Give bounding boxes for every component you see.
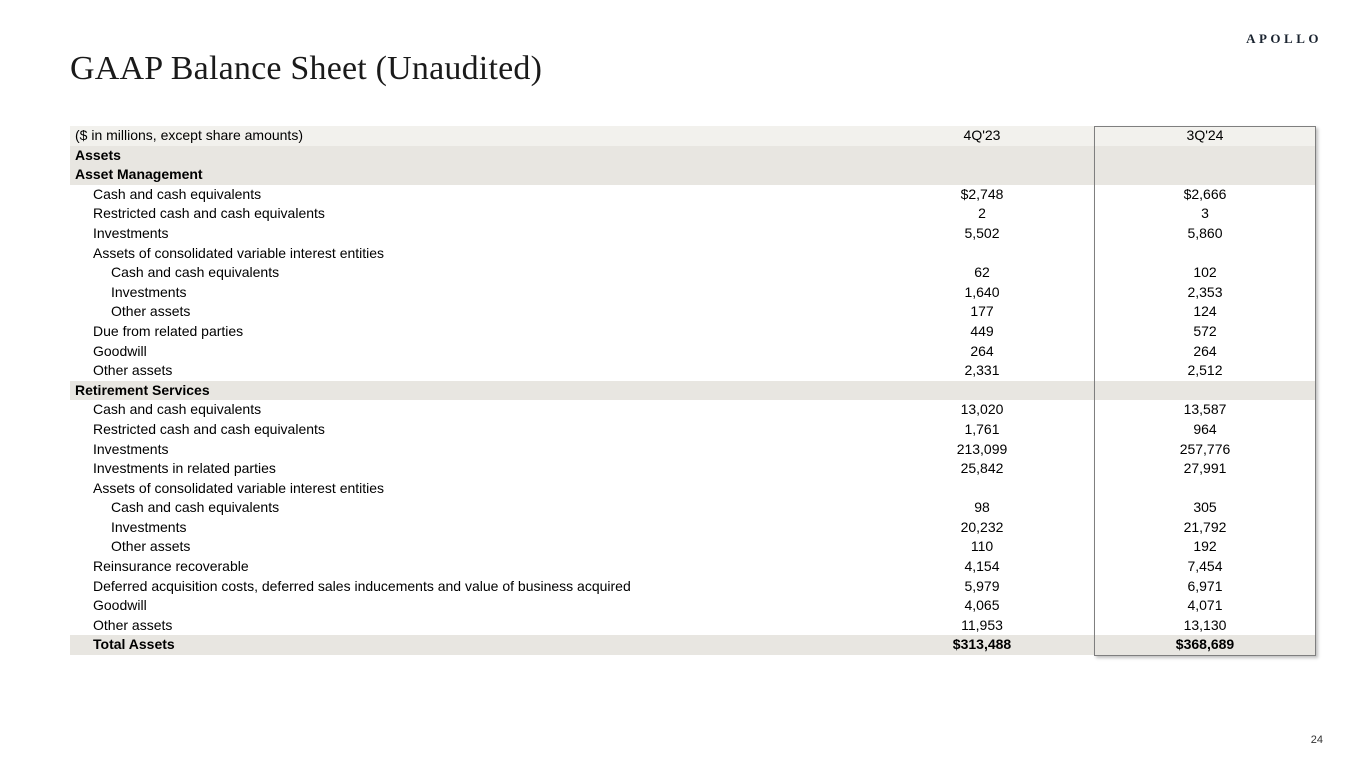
row-value-3q24: 257,776 [1179,440,1231,457]
row-value-4q23: $313,488 [952,636,1012,653]
row-label: Investments [93,440,169,457]
row-value-4q23 [870,146,1094,166]
row-label: Other assets [111,303,191,320]
table-row [70,244,1316,264]
apollo-logo: APOLLO [1246,31,1322,46]
row-label: Cash and cash equivalents [93,401,262,418]
row-label: Cash and cash equivalents [111,499,280,516]
row-value-3q24: 6,971 [1187,577,1223,594]
column-header-4q23: 4Q'23 [963,127,1001,143]
table-row [70,146,1316,166]
table-row [70,498,1316,518]
row-value-3q24: 305 [1193,499,1217,516]
page-title: GAAP Balance Sheet (Unaudited) [70,50,543,87]
row-value-3q24: 13,130 [1183,616,1227,633]
row-label: Other assets [93,362,173,379]
row-value-3q24: 7,454 [1187,558,1223,575]
row-label: Investments [93,224,169,241]
row-label: Investments [111,283,187,300]
table-row [70,204,1316,224]
table-row [70,577,1316,597]
row-label: Assets of consolidated variable interest entities [93,244,385,261]
row-value-3q24 [1094,165,1316,185]
row-value-3q24: 192 [1193,538,1217,555]
row-value-3q24: 264 [1193,342,1217,359]
row-value-4q23: 2,331 [964,362,1000,379]
row-value-4q23: 110 [970,538,994,555]
row-value-4q23: 1,761 [964,420,1000,437]
row-label: Restricted cash and cash equivalents [93,420,325,437]
row-value-3q24: 3 [1201,205,1209,222]
table-row [70,165,1316,185]
row-value-4q23: 213,099 [956,440,1008,457]
row-label: Other assets [111,538,191,555]
row-label: Retirement Services [75,381,210,398]
table-row [70,322,1316,342]
row-label: Due from related parties [93,322,244,339]
row-label: Investments [111,518,187,535]
table-row [70,459,1316,479]
table-row [70,224,1316,244]
row-value-3q24: 2,512 [1187,362,1223,379]
row-value-4q23: 5,979 [964,577,1000,594]
row-value-3q24: 13,587 [1183,401,1227,418]
row-value-3q24: $2,666 [1183,185,1227,202]
row-label: Reinsurance recoverable [93,558,249,575]
row-value-4q23: 4,065 [964,597,1000,614]
row-value-4q23: 98 [974,499,990,516]
row-value-4q23: 13,020 [960,401,1004,418]
table-row [70,616,1316,636]
row-value-3q24: 102 [1193,264,1217,281]
row-value-3q24: 21,792 [1183,518,1227,535]
row-label: Total Assets [93,636,175,653]
table-row [70,596,1316,616]
row-value-4q23: 2 [978,205,986,222]
table-row [70,440,1316,460]
table-row [70,635,1316,655]
row-value-3q24: 2,353 [1187,283,1223,300]
row-value-4q23: 1,640 [964,283,1000,300]
table-row [70,400,1316,420]
row-label: Investments in related parties [93,460,276,477]
row-label: Goodwill [93,597,147,614]
table-row [70,302,1316,322]
row-value-4q23: 449 [970,322,994,339]
row-value-3q24: 124 [1193,303,1217,320]
row-label: Assets [75,146,121,163]
table-row [70,342,1316,362]
row-label: Other assets [93,616,173,633]
table-row [70,283,1316,303]
row-value-4q23 [870,479,1094,499]
row-value-4q23: 62 [974,264,990,281]
row-value-3q24: 5,860 [1187,224,1223,241]
row-value-4q23 [870,381,1094,401]
page-number: 24 [1310,734,1323,746]
table-row [70,479,1316,499]
unit-note: ($ in millions, except share amounts) [75,127,303,143]
row-label: Cash and cash equivalents [111,264,280,281]
row-value-4q23: 264 [970,342,994,359]
balance-sheet-table [70,126,1316,655]
row-value-4q23: 4,154 [964,558,1000,575]
row-value-4q23 [870,244,1094,264]
table-row [70,263,1316,283]
table-row [70,537,1316,557]
row-value-3q24: 572 [1193,322,1217,339]
row-label: Asset Management [75,166,203,183]
row-value-4q23: 20,232 [960,518,1004,535]
table-header-row [70,126,1316,146]
table-row [70,185,1316,205]
table-body [70,146,1316,655]
row-value-3q24 [1094,244,1316,264]
row-value-3q24: 964 [1193,420,1217,437]
row-label: Assets of consolidated variable interest entities [93,479,385,496]
row-label: Goodwill [93,342,147,359]
table-row [70,518,1316,538]
row-value-4q23 [870,165,1094,185]
table-row [70,381,1316,401]
row-value-3q24 [1094,381,1316,401]
row-value-4q23: 177 [970,303,994,320]
row-value-3q24: $368,689 [1175,636,1235,653]
row-value-4q23: 5,502 [964,224,1000,241]
row-label: Restricted cash and cash equivalents [93,205,325,222]
row-value-3q24 [1094,479,1316,499]
row-value-3q24: 27,991 [1183,460,1227,477]
column-header-3q24: 3Q'24 [1186,127,1224,143]
table-row [70,420,1316,440]
row-value-3q24 [1094,146,1316,166]
row-value-4q23: $2,748 [960,185,1004,202]
row-label: Deferred acquisition costs, deferred sales inducements and value of business acquired [93,577,631,594]
table-row [70,557,1316,577]
row-label: Cash and cash equivalents [93,185,262,202]
row-value-4q23: 11,953 [961,616,1003,633]
row-value-3q24: 4,071 [1187,597,1223,614]
table-row [70,361,1316,381]
row-value-4q23: 25,842 [960,460,1004,477]
